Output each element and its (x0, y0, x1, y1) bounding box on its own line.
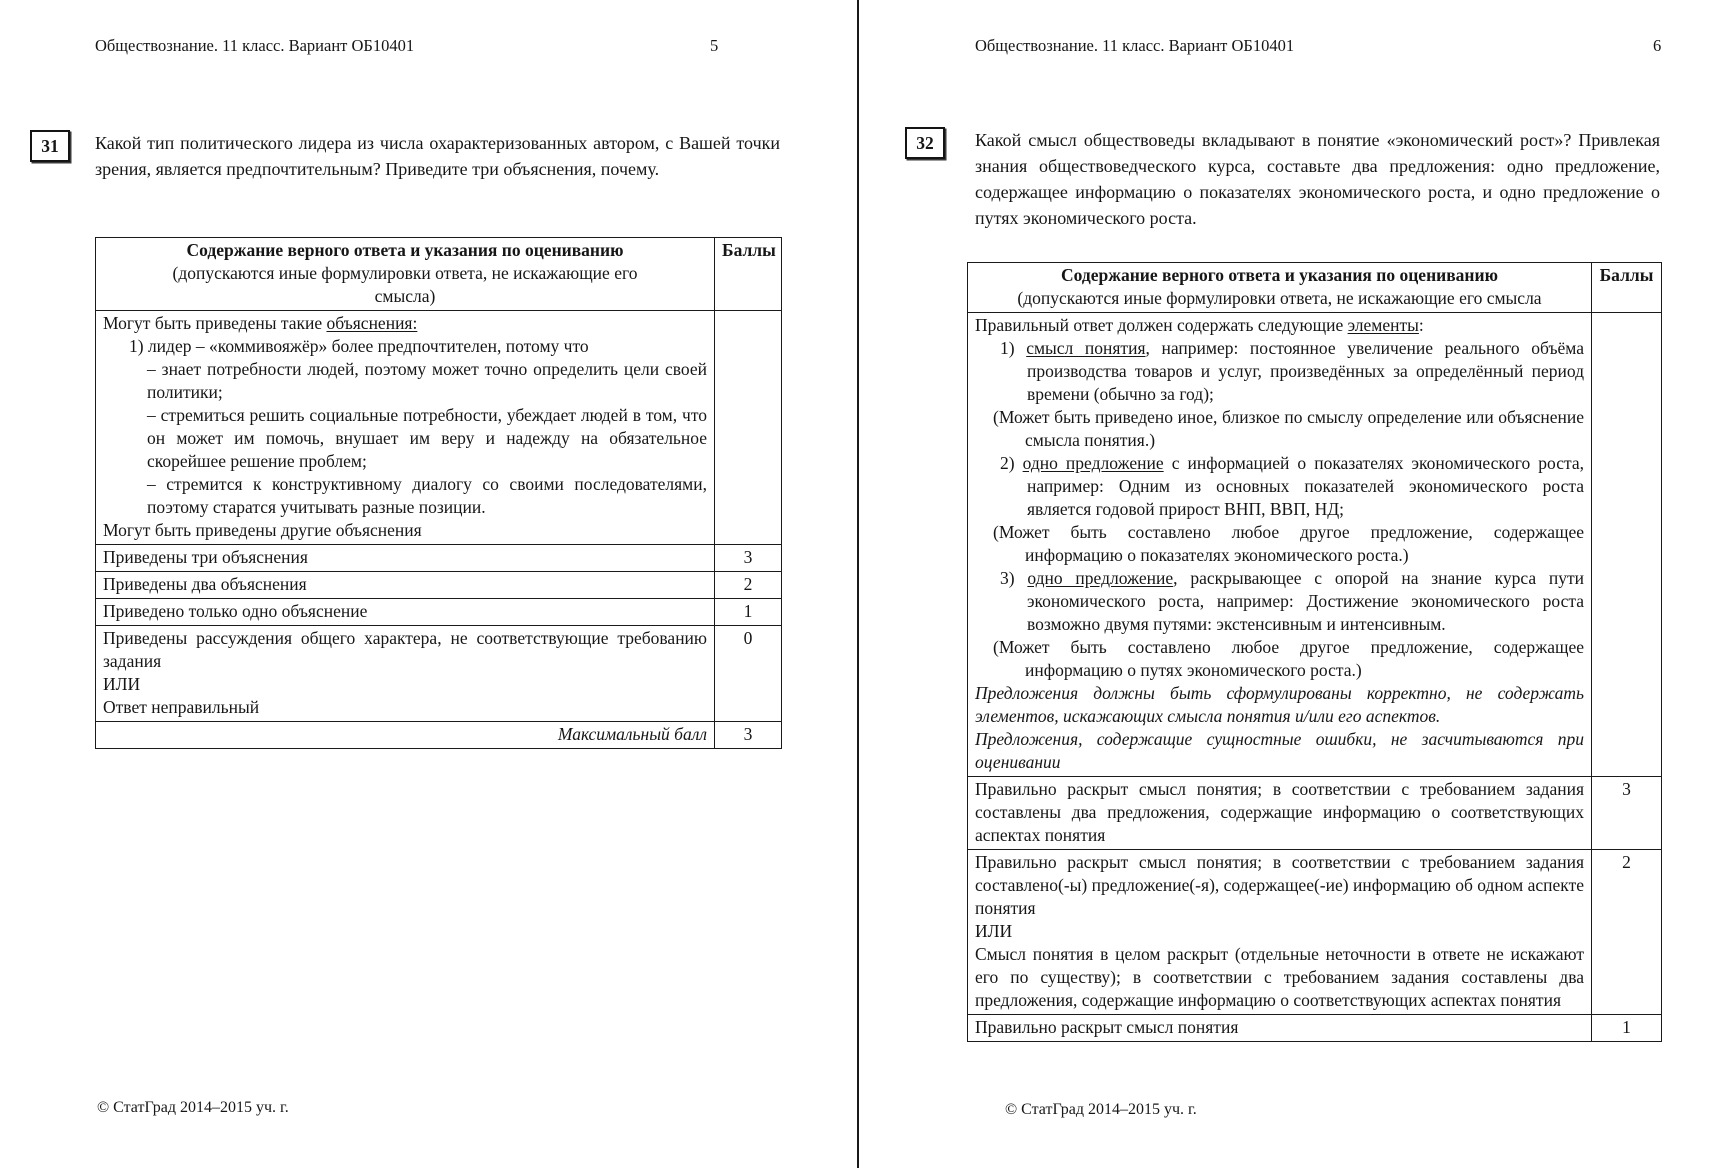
table-header-content-cell (968, 263, 1592, 313)
answer-intro (975, 314, 1584, 337)
answer-note-1: (Может быть приведено иное, близкое по смыслу определение или объяснение смысла понятия.) (993, 407, 1584, 450)
item-text: , раскрывающее с опорой на знание курса пути экономического роста, например: Достижение экономического роста возможно двумя путями: экстенсивным и интенсивным. (1027, 568, 1585, 634)
answer-item-3 (975, 567, 1584, 636)
question-text: Какой смысл обществоведы вкладывают в понятие «экономический рост»? Привлекая знания обществоведческого курса, составьте два предложения: одно предложение, содержащее информацию о показателях экономического роста, и одно предложение о путях экономического роста. (975, 130, 1660, 228)
question-number: 31 (41, 135, 59, 156)
page-header-title: Обществознание. 11 класс. Вариант ОБ10401 (975, 36, 1295, 55)
answer-intro-suffix: : (1418, 315, 1424, 335)
answer-intro (103, 312, 707, 335)
item-marker: 2) (1000, 453, 1023, 473)
answer-content-row (96, 311, 782, 545)
answer-intro-text: Могут быть приведены такие (103, 313, 327, 333)
answer-intro-text: Правильный ответ должен содержать следующие (975, 315, 1348, 335)
score-value: 1 (715, 599, 782, 626)
table-header-row (96, 238, 782, 311)
score-value: 0 (715, 626, 782, 722)
score-value: 3 (1592, 777, 1662, 850)
criteria-text-cell (96, 626, 715, 722)
answer-italic-note-1: Предложения должны быть сформулированы корректно, не содержать элементов, искажающих смысла понятия и/или его аспектов. (975, 683, 1584, 726)
question-text: Какой тип политического лидера из числа охарактеризованных автором, с Вашей точки зрения, является предпочтительным? Приведите три объяснения, почему. (95, 133, 780, 179)
criteria-row-3pts (968, 777, 1662, 850)
grading-table (95, 237, 782, 749)
page-divider (857, 0, 859, 1168)
footer-copyright: © СтатГрад 2014–2015 уч. г. (97, 1099, 289, 1116)
criteria-row-1pt (968, 1015, 1662, 1042)
answer-cell (96, 311, 715, 545)
page-6 (860, 0, 1718, 1168)
page-5 (0, 0, 858, 1168)
page-number: 6 (1653, 36, 1662, 55)
criteria-zero-line2: Ответ неправильный (103, 697, 260, 717)
table-header-subtitle: (допускаются иные формулировки ответа, не искажающие его смысла) (172, 263, 638, 306)
answer-italic-note-2: Предложения, содержащие сущностные ошибки, не засчитываются при оценивании (975, 729, 1584, 772)
score-value: 2 (1592, 850, 1662, 1015)
page-number: 5 (710, 36, 719, 55)
criteria-part-1: Правильно раскрыт смысл понятия; в соответствии с требованием задания составлено(-ы) предложение(-я), содержащее(-ие) информацию об одном аспекте понятия (975, 852, 1584, 918)
table-header-subtitle: (допускаются иные формулировки ответа, не искажающие его смысла (1017, 288, 1542, 308)
criteria-text: Правильно раскрыт смысл понятия; в соответствии с требованием задания составлены два предложения, содержащие информацию о соответствующих аспектах понятия (968, 777, 1592, 850)
table-header-row (968, 263, 1662, 313)
max-score-label: Максимальный балл (96, 722, 715, 749)
criteria-row-2pts (968, 850, 1662, 1015)
criteria-text: Приведены три объяснения (96, 545, 715, 572)
answer-intro-underlined: объяснения: (326, 313, 418, 333)
score-column-header: Баллы (715, 238, 782, 311)
criteria-row-3pts (96, 545, 782, 572)
score-cell-empty (1592, 313, 1662, 777)
answer-cell (968, 313, 1592, 777)
score-value: 3 (715, 545, 782, 572)
table-header-content-cell (96, 238, 715, 311)
answer-dash-3: – стремится к конструктивному диалогу со своими последователями, поэтому старатся учитывать разные позиции. (147, 474, 707, 517)
answer-content-row (968, 313, 1662, 777)
criteria-text: Приведены два объяснения (96, 572, 715, 599)
question-number-box (905, 127, 945, 159)
table-header-title: Содержание верного ответа и указания по оцениванию (186, 240, 624, 260)
grading-table (967, 262, 1662, 1042)
criteria-part-2: Смысл понятия в целом раскрыт (отдельные неточности в ответе не искажают его по существу); в соответствии с требованием задания составлены два предложения, содержащие информацию о соответствующих аспектах понятия (975, 944, 1584, 1010)
item-marker: 1) (1000, 338, 1027, 358)
footer-copyright: © СтатГрад 2014–2015 уч. г. (1005, 1101, 1197, 1118)
answer-note-3: (Может быть составлено любое другое предложение, содержащее информацию о путях экономического роста.) (993, 637, 1584, 680)
answer-note-2: (Может быть составлено любое другое предложение, содержащее информацию о показателях экономического роста.) (993, 522, 1584, 565)
max-score-row (96, 722, 782, 749)
criteria-row-2pts (96, 572, 782, 599)
answer-item-2 (975, 452, 1584, 521)
item-underlined: одно предложение (1027, 568, 1174, 588)
score-value: 1 (1592, 1015, 1662, 1042)
table-header-title: Содержание верного ответа и указания по оцениванию (1061, 265, 1498, 285)
answer-dash-1: – знает потребности людей, поэтому может точно определить цели своей политики; (147, 359, 707, 402)
item-underlined: одно предложение (1022, 453, 1164, 473)
criteria-row-1pt (96, 599, 782, 626)
criteria-or: ИЛИ (975, 921, 1013, 941)
answer-item-1 (975, 337, 1584, 406)
max-score-value: 3 (715, 722, 782, 749)
answer-intro-underlined: элементы (1347, 315, 1419, 335)
criteria-row-0pts (96, 626, 782, 722)
score-column-header: Баллы (1592, 263, 1662, 313)
criteria-or: ИЛИ (103, 674, 141, 694)
answer-item-1: 1) лидер – «коммивояжёр» более предпочтителен, потому что (129, 336, 589, 356)
question-number: 32 (916, 132, 934, 153)
question-number-box (30, 130, 70, 162)
score-value: 2 (715, 572, 782, 599)
page-header-title: Обществознание. 11 класс. Вариант ОБ10401 (95, 36, 415, 55)
item-text: с информацией о показателях экономического роста, например: Одним из основных показателей экономического роста является годовой прирост ВНП, ВВП, НД; (1027, 453, 1584, 519)
criteria-zero-line1: Приведены рассуждения общего характера, не соответствующие требованию задания (103, 628, 707, 671)
answer-dash-2: – стремиться решить социальные потребности, убеждает людей в том, что он может им помочь, внушает им веру и надежду на обязательное скорейшее решение проблем; (147, 405, 707, 471)
item-underlined: смысл понятия (1026, 338, 1146, 358)
criteria-text-cell (968, 850, 1592, 1015)
answer-outro: Могут быть приведены другие объяснения (103, 520, 422, 540)
criteria-text: Приведено только одно объяснение (96, 599, 715, 626)
item-text: , например: постоянное увеличение реального объёма производства товаров и услуг, произведённых за определённый период времени (обычно за год); (1027, 338, 1584, 404)
criteria-text: Правильно раскрыт смысл понятия (968, 1015, 1592, 1042)
score-cell-empty (715, 311, 782, 545)
item-marker: 3) (1000, 568, 1028, 588)
